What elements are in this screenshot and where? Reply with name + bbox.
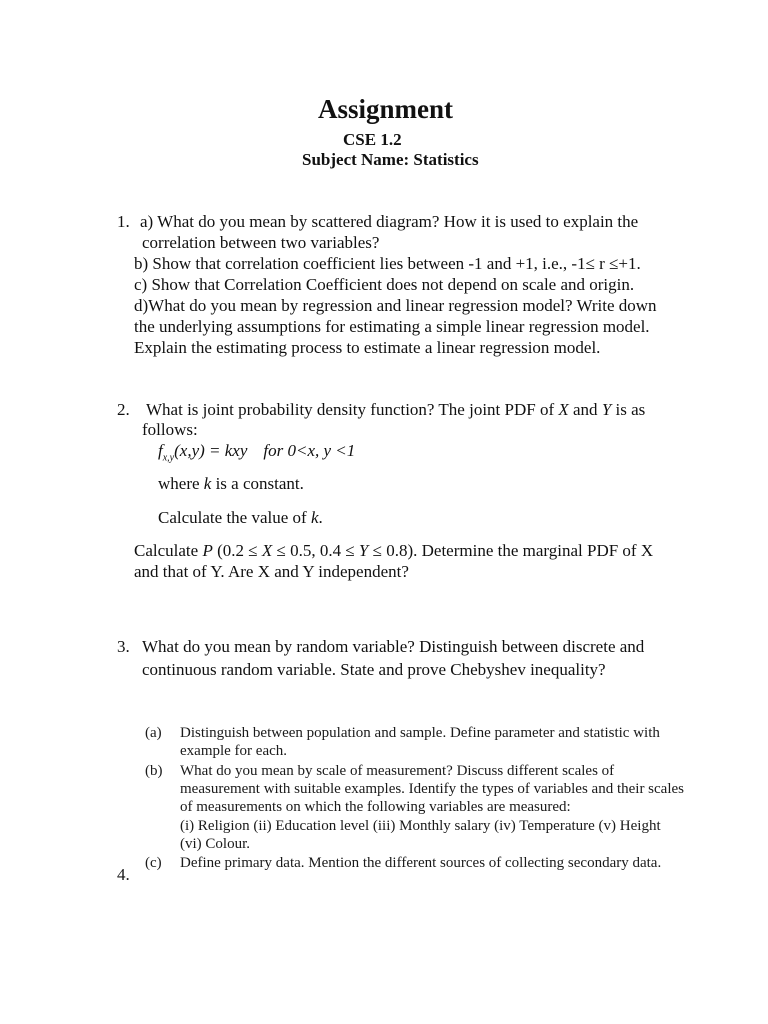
var-x: X [558,400,569,419]
var-y: Y [601,400,612,419]
prob-range-b: ≤ 0.5, 0.4 ≤ [272,541,359,560]
q1-part-a-line2: correlation between two variables? [142,233,380,252]
q2-probability [134,540,653,561]
question-number: 1. [117,212,130,231]
var-p: P [202,541,213,560]
joint-pdf-formula [158,440,355,468]
where-text: where [158,474,204,493]
formula-subscript: x,y [162,452,175,464]
where-end: is a constant. [211,474,304,493]
q4-label-a: (a) [145,725,162,741]
prob-text: Calculate [134,541,203,560]
q1-part-d-line3: Explain the estimating process to estimate a linear regression model. [134,338,601,357]
var-k: k [203,474,212,493]
q2-and: and [568,400,602,419]
q2-where [158,473,304,494]
formula-condition: for 0<x, y <1 [263,441,356,460]
q2-independence: and that of Y. Are X and Y independent? [134,562,409,581]
course-code: CSE 1.2 [343,130,402,149]
q4-part-b-line3: of measurements on which the following variables are measured: [180,799,571,815]
page-title: Assignment [318,94,454,124]
formula-body: (x,y) = kxy [174,441,248,460]
question-number: 3. [117,637,130,656]
question-number: 4. [117,865,130,884]
q4-part-a-line2: example for each. [180,743,288,759]
q1-part-c: c) Show that Correlation Coefficient does not depend on scale and origin. [134,275,635,294]
q2-line2: follows: [142,420,198,439]
q4-label-b: (b) [145,763,163,779]
formula-f: f [158,441,163,460]
q3-line2: continuous random variable. State and prove Chebyshev inequality? [142,660,606,679]
q3-line1: What do you mean by random variable? Distinguish between discrete and [142,637,645,656]
var-y: Y [358,541,369,560]
q2-line1-text: What is joint probability density function? The joint PDF of [146,400,559,419]
calc-text: Calculate the value of [158,508,311,527]
var-k: k [310,508,319,527]
q1-part-d-line1: d)What do you mean by regression and linear regression model? Write down [134,296,657,315]
var-x: X [261,541,273,560]
q2-calc-k [158,507,323,528]
q4-part-b-line5: (vi) Colour. [180,836,250,852]
q4-part-c-line1: Define primary data. Mention the different sources of collecting secondary data. [180,855,662,871]
prob-range-c: ≤ 0.8). Determine the marginal PDF of X [368,541,654,560]
q2-line1-end: is as [611,400,646,419]
q2-line1 [146,399,645,420]
subject-name: Subject Name: Statistics [302,150,479,169]
q4-part-a-line1: Distinguish between population and sample. Define parameter and statistic with [180,725,660,741]
prob-range-a: (0.2 ≤ [212,541,262,560]
q4-part-b-line4: (i) Religion (ii) Education level (iii) Monthly salary (iv) Temperature (v) Height [180,818,661,834]
q4-part-b-line1: What do you mean by scale of measurement? Discuss different scales of [180,763,615,779]
q1-part-d-line2: the underlying assumptions for estimating a simple linear regression model. [134,317,650,336]
question-number: 2. [117,400,130,419]
calc-end: . [318,508,323,527]
q1-part-a-line1: a) What do you mean by scattered diagram? How it is used to explain the [140,212,639,231]
q1-part-b: b) Show that correlation coefficient lies between -1 and +1, i.e., -1≤ r ≤+1. [134,254,641,273]
q4-part-b-line2: measurement with suitable examples. Identify the types of variables and their scales [180,781,685,797]
q4-label-c: (c) [145,855,162,871]
